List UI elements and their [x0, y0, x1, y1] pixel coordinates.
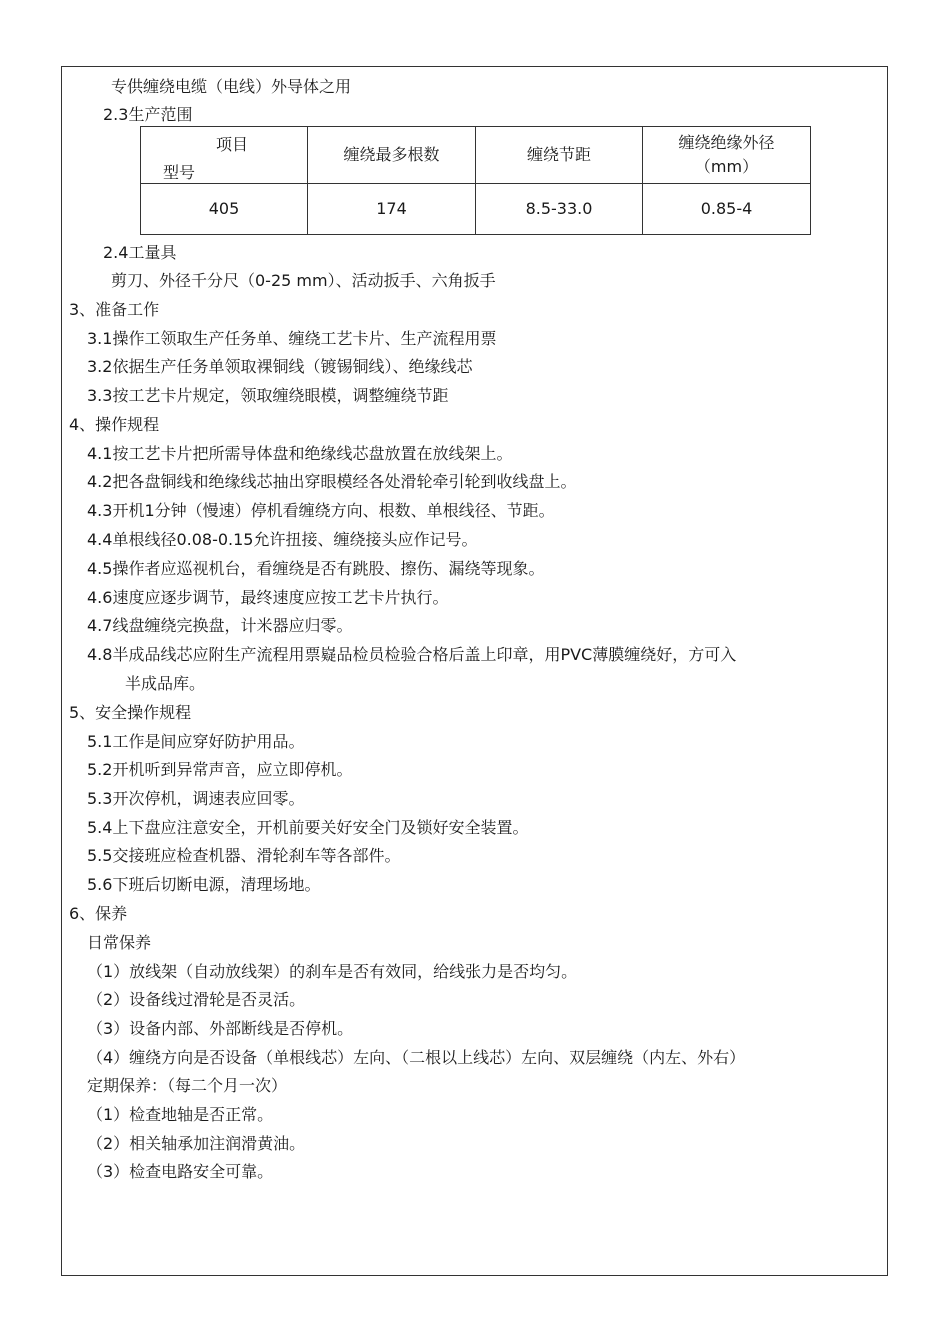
list-item: （3）设备内部、外部断线是否停机。 [87, 1019, 354, 1038]
section-2-3-heading: 2.3生产范围 [103, 105, 193, 124]
list-item: （2）设备线过滑轮是否灵活。 [87, 990, 306, 1009]
list-item: （1）放线架（自动放线架）的刹车是否有效同，给线张力是否均匀。 [87, 962, 578, 981]
intro-line: 专供缠绕电缆（电线）外导体之用 [111, 77, 352, 96]
list-item: 4.4单根线径0.08-0.15允许扭接、缠绕接头应作记号。 [87, 530, 478, 549]
list-item: 5.5交接班应检查机器、滑轮刹车等各部件。 [87, 846, 401, 865]
section-5-heading: 5、安全操作规程 [69, 703, 192, 722]
section-4-heading: 4、操作规程 [69, 415, 160, 434]
corner-header-cell [141, 127, 308, 184]
header-pitch: 缠绕节距 [476, 127, 643, 184]
list-item: 3.2依据生产任务单领取裸铜线（镀锡铜线）、绝缘线芯 [87, 357, 473, 376]
list-item-continuation: 半成品库。 [125, 674, 206, 693]
list-item: 5.6下班后切断电源，清理场地。 [87, 875, 321, 894]
section-6-heading: 6、保养 [69, 904, 128, 923]
list-item: 4.6速度应逐步调节，最终速度应按工艺卡片执行。 [87, 588, 449, 607]
header-outer-diameter-line1: 缠绕绝缘外径 [678, 133, 775, 152]
list-item: 5.3开次停机，调速表应回零。 [87, 789, 305, 808]
table-cell-outer-diameter: 0.85-4 [643, 184, 811, 235]
list-item: 4.5操作者应巡视机台，看缠绕是否有跳股、擦伤、漏绕等现象。 [87, 559, 545, 578]
list-item: 5.4上下盘应注意安全，开机前要关好安全门及锁好安全装置。 [87, 818, 529, 837]
list-item: （2）相关轴承加注润滑黄油。 [87, 1134, 306, 1153]
section-2-4-heading: 2.4工量具 [103, 243, 177, 262]
list-item: 4.7线盘缠绕完换盘，计米器应归零。 [87, 616, 353, 635]
production-range-table [140, 126, 811, 235]
list-item: 4.3开机1分钟（慢速）停机看缠绕方向、根数、单根线径、节距。 [87, 501, 555, 520]
list-item: 4.1按工艺卡片把所需导体盘和绝缘线芯盘放置在放线架上。 [87, 444, 513, 463]
table-cell-max-strands: 174 [308, 184, 476, 235]
header-outer-diameter-line2: （mm） [694, 157, 759, 176]
list-item: 3.3按工艺卡片规定，领取缠绕眼模，调整缠绕节距 [87, 386, 449, 405]
section-3-heading: 3、准备工作 [69, 300, 160, 319]
table-cell-pitch: 8.5-33.0 [476, 184, 643, 235]
table-header-row [141, 127, 811, 184]
tools-line: 剪刀、外径千分尺（0-25 mm）、活动扳手、六角扳手 [111, 271, 496, 290]
corner-header-model: 型号 [163, 163, 196, 182]
list-item: （3）检查电路安全可靠。 [87, 1162, 274, 1181]
list-item: 5.2开机听到异常声音，应立即停机。 [87, 760, 353, 779]
header-max-strands: 缠绕最多根数 [308, 127, 476, 184]
table-cell-model: 405 [141, 184, 308, 235]
list-item: （1）检查地轴是否正常。 [87, 1105, 274, 1124]
list-item: 4.2把各盘铜线和绝缘线芯抽出穿眼模经各处滑轮牵引轮到收线盘上。 [87, 472, 577, 491]
periodic-maintenance-title: 定期保养：（每二个月一次） [87, 1076, 288, 1095]
list-item: 5.1工作是间应穿好防护用品。 [87, 732, 305, 751]
list-item: 4.8半成品线芯应附生产流程用票嶷品检员检验合格后盖上印章，用PVC薄膜缠绕好，方可入 [87, 645, 737, 664]
corner-header-item: 项目 [216, 135, 249, 154]
daily-maintenance-title: 日常保养 [87, 933, 152, 952]
list-item: （4）缠绕方向是否设备（单根线芯）左向、（二根以上线芯）左向、双层缠绕（内左、外右） [87, 1048, 746, 1067]
table-row [141, 184, 811, 235]
list-item: 3.1操作工领取生产任务单、缠绕工艺卡片、生产流程用票 [87, 329, 497, 348]
header-outer-diameter [643, 127, 811, 184]
